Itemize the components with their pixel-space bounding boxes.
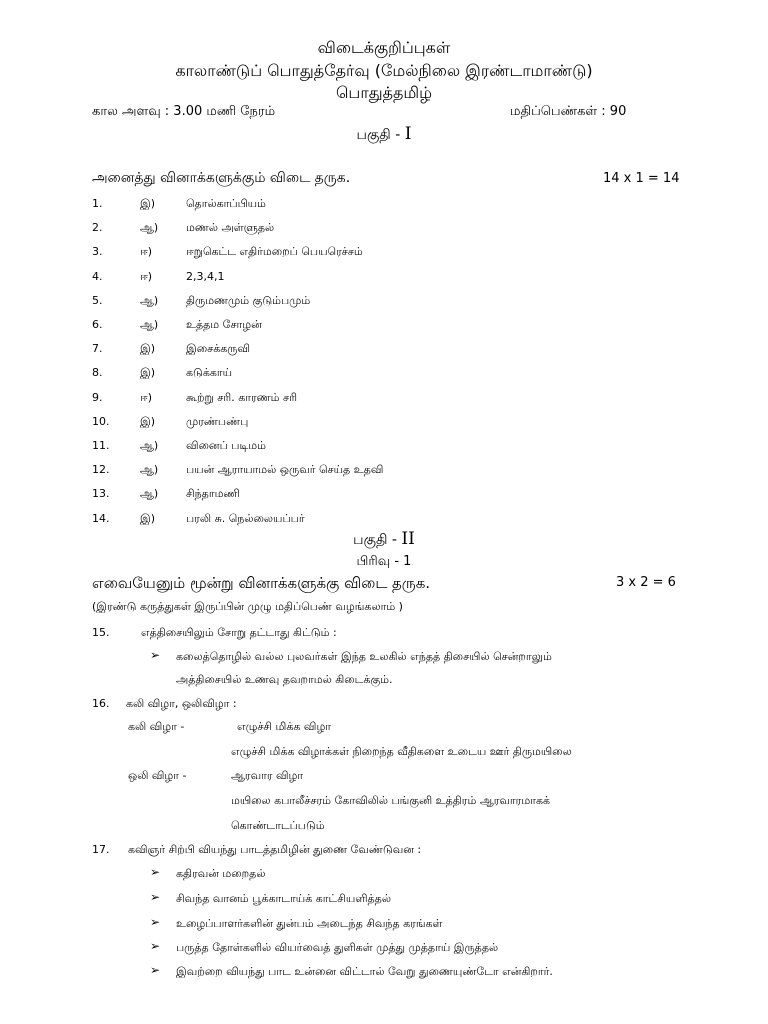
answer-text: மணல் அள்ளுதல் xyxy=(186,221,275,234)
part-1-roman: I xyxy=(404,124,412,144)
answer-option: ஆ) xyxy=(140,221,159,234)
arrow-bullet-icon: ➢ xyxy=(150,865,161,879)
answer-text: கடுக்காய் xyxy=(186,366,233,379)
answer-text: கூற்று சரி. காரணம் சரி xyxy=(186,391,298,404)
answer-text: பயன் ஆராயாமல் ஒருவர் செய்த உதவி xyxy=(186,463,384,476)
question-16-detail-2b: கொண்டாடப்படும் xyxy=(231,819,325,832)
answer-option: ஆ) xyxy=(140,294,159,307)
answer-number: 5. xyxy=(92,294,103,307)
part-2-note: (இரண்டு கருத்துகள் இருப்பின் முழு மதிப்பெண் வழங்கலாம் ) xyxy=(92,600,403,613)
answer-number: 12. xyxy=(92,463,110,476)
question-15-answer-line-1: கலைத்தொழில் வல்ல புலவர்கள் இந்த உலகில் எந்தத் திசையில் சென்றாலும் xyxy=(176,650,552,663)
subject-name: பொதுத்தமிழ் xyxy=(335,83,433,102)
answer-number: 2. xyxy=(92,221,103,234)
answer-text: ஈறுகெட்ட எதிர்மறைப் பெயரெச்சம் xyxy=(186,245,363,258)
answer-number: 14. xyxy=(92,512,110,525)
answer-option: ஆ) xyxy=(140,487,159,500)
answer-number: 8. xyxy=(92,366,103,379)
question-16-term-1: கலி விழா - xyxy=(128,720,185,733)
answer-number: 4. xyxy=(92,270,103,283)
answer-text: தொல்காப்பியம் xyxy=(186,197,266,210)
question-17-point: பருத்த தோள்களில் வியர்வைத் துளிகள் முத்து முத்தாய் இருத்தல் xyxy=(176,941,499,954)
answer-option: இ) xyxy=(140,342,155,355)
question-17-point: கதிரவன் மறைதல் xyxy=(176,867,266,880)
arrow-bullet-icon: ➢ xyxy=(150,963,161,977)
part-2-instruction: எவையேனும் மூன்று வினாக்களுக்கு விடை தருக. xyxy=(92,574,431,592)
answer-option: ஈ) xyxy=(140,270,153,283)
question-17-point: உழைப்பாளர்களின் துன்பம் அடைந்த சிவந்த கரங்கள் xyxy=(176,917,443,930)
question-16-number: 16. xyxy=(92,697,110,710)
question-16-meaning-2: ஆரவார விழா xyxy=(231,769,304,782)
question-17-point: சிவந்த வானம் பூக்காடாய்க் காட்சியளித்தல் xyxy=(176,892,391,905)
answer-option: ஆ) xyxy=(140,439,159,452)
answer-option: இ) xyxy=(140,415,155,428)
answer-number: 3. xyxy=(92,245,103,258)
question-15-number: 15. xyxy=(92,626,110,639)
answer-number: 9. xyxy=(92,391,103,404)
question-17-title: கவிஞர் சிற்பி வியந்து பாடத்தமிழின் துணை வேண்டுவன : xyxy=(128,843,422,856)
part-2-heading xyxy=(0,529,768,550)
answer-option: ஈ) xyxy=(140,391,153,404)
question-16-title: கலி விழா, ஒலிவிழா : xyxy=(126,697,237,710)
part-2-roman: II xyxy=(401,529,415,549)
total-marks: மதிப்பெண்கள் : 90 xyxy=(510,104,627,119)
answer-number: 1. xyxy=(92,197,103,210)
arrow-bullet-icon: ➢ xyxy=(150,648,161,662)
document-title: விடைக்குறிப்புகள் xyxy=(317,38,451,57)
question-16-term-2: ஒலி விழா - xyxy=(128,769,187,782)
answer-number: 7. xyxy=(92,342,103,355)
answer-number: 10. xyxy=(92,415,110,428)
answer-text: முரண்பண்பு xyxy=(186,415,249,428)
question-17-point: இவற்றை வியந்து பாட உன்னை விட்டால் வேறு துணையுண்டோ என்கிறார். xyxy=(176,965,553,978)
answer-option: ஆ) xyxy=(140,318,159,331)
answer-number: 13. xyxy=(92,487,110,500)
answer-number: 6. xyxy=(92,318,103,331)
time-duration: கால அளவு : 3.00 மணி நேரம் xyxy=(92,104,276,119)
answer-text: உத்தம சோழன் xyxy=(186,318,262,331)
part-1-label: பகுதி - xyxy=(356,127,405,143)
part-2-label: பகுதி - xyxy=(353,532,402,548)
answer-text: இசைக்கருவி xyxy=(186,342,250,355)
arrow-bullet-icon: ➢ xyxy=(150,915,161,929)
answer-text: வினைப் படிமம் xyxy=(186,439,266,452)
question-15-answer-line-2: அத்திசையில் உணவு தவறாமல் கிடைக்கும். xyxy=(176,673,393,686)
question-16-detail-1: எழுச்சி மிக்க விழாக்கள் நிறைந்த வீதிகளை உடைய ஊர் திருமயிலை xyxy=(231,745,572,758)
question-17-number: 17. xyxy=(92,843,110,856)
part-1-heading xyxy=(0,124,768,145)
answer-option: இ) xyxy=(140,512,155,525)
answer-text: சிந்தாமணி xyxy=(186,487,240,500)
answer-number: 11. xyxy=(92,439,110,452)
section-1-heading: பிரிவு - 1 xyxy=(356,554,412,569)
question-16-meaning-1: எழுச்சி மிக்க விழா xyxy=(237,720,332,733)
part-2-score: 3 x 2 = 6 xyxy=(616,575,676,590)
answer-text: 2,3,4,1 xyxy=(186,270,225,283)
exam-name: காலாண்டுப் பொதுத்தேர்வு (மேல்நிலை இரண்டாமாண்டு) xyxy=(175,61,593,80)
answer-text: திருமணமும் குடும்பமும் xyxy=(186,294,311,307)
question-16-detail-2a: மயிலை கபாலீச்சரம் கோவிலில் பங்குனி உத்திரம் ஆரவாரமாகக் xyxy=(231,794,551,807)
answer-option: ஆ) xyxy=(140,463,159,476)
arrow-bullet-icon: ➢ xyxy=(150,890,161,904)
answer-text: பரலி சு. நெல்லையப்பர் xyxy=(186,512,305,525)
arrow-bullet-icon: ➢ xyxy=(150,939,161,953)
part-1-score: 14 x 1 = 14 xyxy=(603,171,680,186)
part-1-instruction: அனைத்து வினாக்களுக்கும் விடை தருக. xyxy=(92,170,351,186)
answer-option: ஈ) xyxy=(140,245,153,258)
question-15-title: எத்திசையிலும் சோறு தட்டாது கிட்டும் : xyxy=(141,626,337,639)
answer-option: இ) xyxy=(140,366,155,379)
answer-option: இ) xyxy=(140,197,155,210)
